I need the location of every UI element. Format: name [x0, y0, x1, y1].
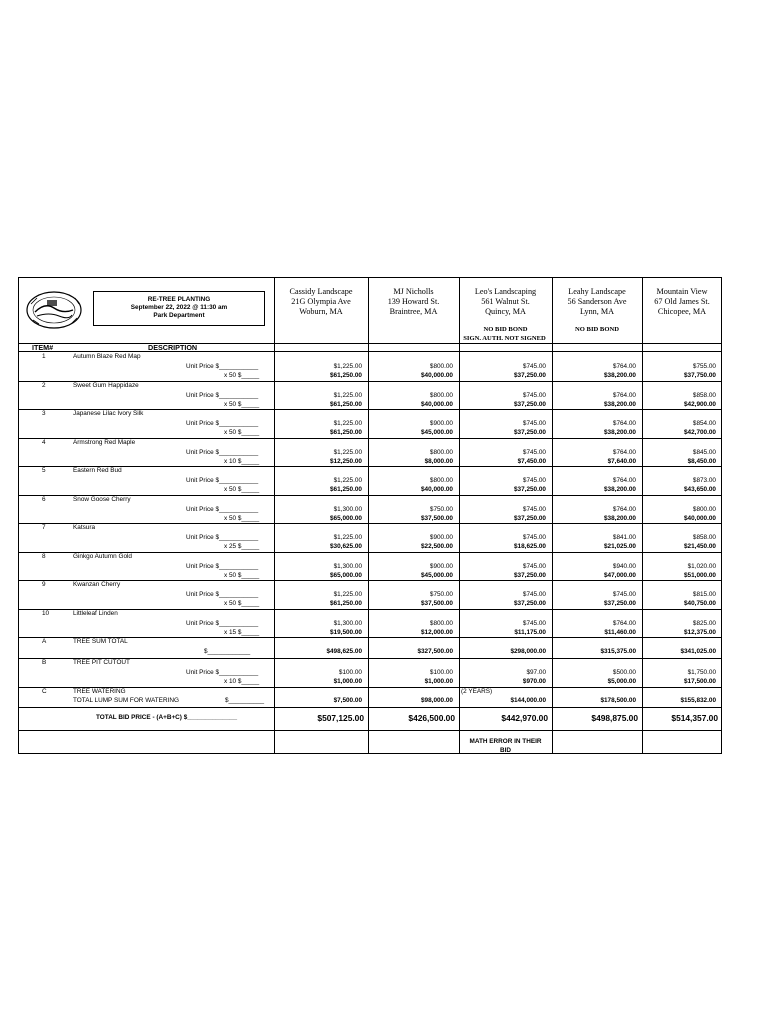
watering-value: $7,500.00	[333, 697, 362, 704]
line-total-value: $1,000.00	[424, 678, 453, 685]
line-total-value: $37,500.00	[421, 600, 453, 607]
unit-price-value: $800.00	[429, 448, 453, 456]
unit-price-label: Unit Price $___________	[186, 448, 259, 456]
line-total-value: $11,460.00	[604, 628, 636, 636]
line-total-value: $12,375.00	[684, 628, 716, 636]
total-bid-value: $442,970.00	[501, 713, 548, 723]
bidder-city: Quincy, MA	[485, 307, 526, 316]
line-total-value: $8,450.00	[687, 457, 716, 465]
bidder-name: Mountain View	[656, 287, 708, 296]
bidder-header	[459, 287, 552, 317]
unit-price-value: $764.00	[612, 420, 636, 427]
item-number: B	[42, 659, 47, 666]
item-description: Katsura	[73, 524, 96, 531]
item-number: 6	[42, 495, 46, 503]
line-total-value: $1,000.00	[333, 678, 362, 685]
line-total-value: $38,200.00	[604, 400, 636, 408]
unit-price-value: $764.00	[612, 619, 636, 627]
item-description: Littleleaf Linden	[73, 609, 118, 617]
quantity-label: x 25 $_____	[224, 543, 260, 550]
unit-price-value: $750.00	[429, 505, 453, 513]
bidder-name: Leahy Landscape	[568, 287, 626, 296]
line-total-value: $18,625.00	[514, 543, 546, 550]
unit-price-value: $845.00	[692, 448, 716, 456]
unit-price-value: $100.00	[338, 669, 362, 676]
unit-price-value: $745.00	[522, 534, 546, 541]
unit-price-value: $1,300.00	[333, 505, 362, 513]
line-total-value: $970.00	[522, 678, 546, 685]
unit-price-value: $745.00	[522, 562, 546, 570]
item-number: A	[42, 638, 47, 645]
line-total-value: $37,250.00	[514, 372, 546, 379]
item-number: 1	[42, 353, 46, 360]
header-divider	[18, 343, 722, 344]
item-description: TREE SUM TOTAL	[73, 638, 128, 645]
item-description: Autumn Blaze Red Map	[73, 353, 141, 360]
item-description: Sweet Gum Happidaze	[73, 381, 139, 389]
unit-price-value: $1,225.00	[333, 391, 362, 399]
unit-price-value: $745.00	[522, 448, 546, 456]
line-total-value: $38,200.00	[604, 372, 636, 379]
bidder-note: NO BID BOND	[575, 326, 619, 333]
unit-price-label: Unit Price $___________	[186, 591, 259, 598]
unit-price-value: $900.00	[429, 562, 453, 570]
bidder-header	[274, 287, 368, 317]
unit-price-value: $745.00	[522, 477, 546, 484]
unit-price-value: $841.00	[612, 534, 636, 541]
bidder-street: 56 Sanderson Ave	[567, 297, 627, 306]
unit-price-value: $858.00	[692, 534, 716, 541]
unit-price-value: $854.00	[692, 420, 716, 427]
line-total-value: $37,250.00	[604, 600, 636, 607]
line-total-value: $42,900.00	[684, 400, 716, 408]
item-number: 7	[42, 524, 46, 531]
unit-price-value: $755.00	[692, 363, 716, 370]
bidder-name: Cassidy Landscape	[289, 287, 353, 296]
city-seal-logo	[25, 290, 83, 330]
unit-price-value: $815.00	[692, 591, 716, 598]
line-total-value: $38,200.00	[604, 514, 636, 522]
item-column-header: ITEM#	[32, 343, 54, 352]
unit-price-value: $764.00	[612, 391, 636, 399]
line-total-value: $12,250.00	[330, 457, 362, 465]
unit-price-value: $764.00	[612, 363, 636, 370]
line-total-value: $51,000.00	[684, 571, 716, 579]
total-bid-label: TOTAL BID PRICE - (A+B+C) $______________	[96, 714, 238, 721]
unit-price-label: Unit Price $___________	[186, 562, 259, 570]
line-total-value: $37,250.00	[514, 400, 546, 408]
sum-total-value: $315,375.00	[600, 648, 636, 655]
line-total-value: $37,750.00	[684, 372, 716, 379]
line-total-value: $19,500.00	[330, 628, 362, 636]
unit-price-value: $745.00	[522, 363, 546, 370]
unit-price-value: $764.00	[612, 505, 636, 513]
sum-total-value: $298,000.00	[510, 648, 546, 655]
department-name: Park Department	[153, 312, 205, 319]
sum-total-value: $327,500.00	[417, 648, 453, 655]
line-total-value: $37,250.00	[514, 514, 546, 522]
line-total-value: $30,625.00	[330, 543, 362, 550]
unit-price-label: Unit Price $___________	[186, 363, 259, 370]
item-number: 4	[42, 438, 46, 446]
line-total-value: $12,000.00	[421, 628, 453, 636]
watering-value: $144,000.00	[510, 697, 546, 704]
line-total-value: $65,000.00	[330, 514, 362, 522]
item-number: 3	[42, 410, 46, 417]
line-total-value: $45,000.00	[421, 429, 453, 436]
unit-price-value: $940.00	[612, 562, 636, 570]
bidder-street: 139 Howard St.	[387, 297, 440, 306]
unit-price-value: $750.00	[429, 591, 453, 598]
unit-price-value: $900.00	[429, 534, 453, 541]
bid-tabulation-sheet	[18, 277, 722, 754]
unit-price-value: $100.00	[429, 669, 453, 676]
line-total-value: $61,250.00	[330, 429, 362, 436]
unit-price-value: $1,225.00	[333, 477, 362, 484]
line-total-value: $61,250.00	[330, 486, 362, 493]
line-total-value: $11,175.00	[514, 628, 546, 636]
item-number: C	[42, 688, 47, 695]
bidder-header	[552, 287, 642, 317]
unit-price-value: $800.00	[429, 477, 453, 484]
item-description: TREE WATERING	[73, 688, 126, 695]
bidder-city: Chicopee, MA	[657, 307, 707, 316]
bidder-city: Lynn, MA	[579, 307, 615, 316]
unit-price-value: $1,750.00	[687, 669, 716, 676]
item-description: Japanese Lilac Ivory Silk	[73, 410, 144, 417]
quantity-label: x 10 $_____	[224, 457, 260, 465]
unit-price-label: Unit Price $___________	[186, 505, 259, 513]
line-total-value: $42,700.00	[684, 429, 716, 436]
line-total-value: $40,750.00	[684, 600, 716, 607]
unit-price-value: $800.00	[429, 391, 453, 399]
line-total-value: $45,000.00	[421, 571, 453, 579]
line-total-value: $40,000.00	[684, 514, 716, 522]
total-bid-value: $498,875.00	[591, 713, 638, 723]
item-number: 10	[42, 609, 50, 617]
item-description: Eastern Red Bud	[73, 467, 122, 474]
unit-price-value: $745.00	[522, 619, 546, 627]
unit-price-value: $1,225.00	[333, 363, 362, 370]
math-error-note: MATH ERROR IN THEIR	[469, 738, 542, 745]
unit-price-value: $745.00	[522, 505, 546, 513]
line-total-value: $5,000.00	[607, 678, 636, 685]
item-description: Armstrong Red Maple	[73, 438, 136, 446]
bidder-street: 67 Old James St.	[654, 297, 710, 306]
bid-date: September 22, 2022 @ 11:30 am	[130, 304, 228, 311]
item-description-2: TOTAL LUMP SUM FOR WATERING	[73, 697, 179, 704]
line-total-value: $8,000.00	[424, 457, 453, 465]
item-row-divider	[18, 609, 722, 610]
quantity-label: x 50 $_____	[224, 400, 260, 408]
item-number: 2	[42, 381, 46, 389]
line-total-value: $65,000.00	[330, 571, 362, 579]
bidder-name: MJ Nicholls	[393, 287, 434, 296]
quantity-label: x 50 $_____	[224, 600, 260, 607]
unit-price-value: $1,020.00	[687, 562, 716, 570]
document-title: RE-TREE PLANTING	[147, 296, 211, 303]
unit-price-value: $800.00	[429, 363, 453, 370]
watering-value: $178,500.00	[600, 697, 636, 704]
sum-total-value: $498,625.00	[326, 648, 362, 655]
unit-price-value: $900.00	[429, 420, 453, 427]
total-bid-value: $426,500.00	[408, 713, 455, 723]
item-description: Snow Goose Cherry	[73, 495, 131, 503]
bidder-note: NO BID BOND	[483, 326, 528, 333]
line-total-value: $37,250.00	[514, 571, 546, 579]
math-error-note-2: BID	[499, 747, 511, 754]
line-total-value: $61,250.00	[330, 372, 362, 379]
watering-note: (2 YEARS)	[461, 688, 493, 695]
unit-price-label: Unit Price $___________	[186, 669, 259, 676]
unit-price-value: $873.00	[692, 477, 716, 484]
line-total-value: $43,650.00	[684, 486, 716, 493]
line-total-value: $17,500.00	[684, 678, 716, 685]
line-total-value: $37,500.00	[421, 514, 453, 522]
description-column-header: DESCRIPTION	[148, 343, 198, 352]
item-number: 8	[42, 552, 46, 560]
watering-value: $155,832.00	[680, 697, 716, 704]
bidder-street: 21G Olympia Ave	[291, 297, 351, 306]
unit-price-label: Unit Price $___________	[186, 477, 259, 484]
line-total-value: $7,450.00	[517, 457, 546, 465]
unit-price-value: $745.00	[522, 591, 546, 598]
quantity-label: x 50 $_____	[224, 429, 260, 436]
unit-price-value: $745.00	[612, 591, 636, 598]
watering-value: $98,000.00	[421, 697, 453, 704]
quantity-label: x 10 $_____	[224, 678, 260, 685]
unit-price-value: $1,300.00	[333, 619, 362, 627]
unit-price-value: $1,300.00	[333, 562, 362, 570]
unit-price-value: $1,225.00	[333, 448, 362, 456]
line-total-value: $61,250.00	[330, 600, 362, 607]
unit-price-value: $500.00	[612, 669, 636, 676]
bidder-city: Woburn, MA	[299, 307, 343, 316]
watering-label: $__________	[225, 697, 265, 704]
unit-price-value: $764.00	[612, 448, 636, 456]
unit-price-label: Unit Price $___________	[186, 420, 259, 427]
line-total-value: $38,200.00	[604, 429, 636, 436]
unit-price-value: $745.00	[522, 420, 546, 427]
item-row-divider	[18, 466, 722, 467]
row-divider	[18, 730, 722, 731]
item-description: Kwanzan Cherry	[73, 581, 121, 588]
unit-price-value: $1,225.00	[333, 420, 362, 427]
item-row-divider	[18, 523, 722, 524]
total-bid-value: $507,125.00	[317, 713, 364, 723]
unit-price-value: $825.00	[692, 619, 716, 627]
line-total-value: $40,000.00	[421, 486, 453, 493]
line-total-value: $61,250.00	[330, 400, 362, 408]
bidder-name: Leo's Landscaping	[474, 287, 537, 296]
unit-price-value: $1,225.00	[333, 534, 362, 541]
line-total-value: $40,000.00	[421, 372, 453, 379]
unit-price-value: $800.00	[692, 505, 716, 513]
unit-price-value: $764.00	[612, 477, 636, 484]
item-description: Ginkgo Autumn Gold	[73, 552, 132, 560]
quantity-label: x 50 $_____	[224, 486, 260, 493]
quantity-label: x 50 $_____	[224, 571, 260, 579]
total-bid-value: $514,357.00	[671, 713, 718, 723]
bidder-street: 561 Walnut St.	[481, 297, 530, 306]
line-total-value: $22,500.00	[421, 543, 453, 550]
item-description: TREE PIT CUTOUT	[73, 659, 130, 666]
subheader-divider	[18, 351, 722, 352]
line-total-value: $21,025.00	[604, 543, 636, 550]
row-divider	[18, 707, 722, 708]
line-total-value: $47,000.00	[604, 571, 636, 579]
unit-price-label: Unit Price $___________	[186, 619, 259, 627]
item-row-divider	[18, 580, 722, 581]
line-total-value: $7,640.00	[607, 457, 636, 465]
unit-price-value: $800.00	[429, 619, 453, 627]
line-total-value: $37,250.00	[514, 429, 546, 436]
unit-price-value: $1,225.00	[333, 591, 362, 598]
unit-price-label: Unit Price $___________	[186, 534, 259, 541]
quantity-label: x 50 $_____	[224, 372, 260, 379]
sum-total-value: $341,025.00	[680, 648, 716, 655]
unit-price-value: $745.00	[522, 391, 546, 399]
bidder-city: Braintree, MA	[389, 307, 438, 316]
quantity-label: x 50 $_____	[224, 514, 260, 522]
line-total-value: $38,200.00	[604, 486, 636, 493]
bidder-header	[642, 287, 722, 317]
bidder-header	[368, 287, 459, 317]
line-total-value: $40,000.00	[421, 400, 453, 408]
unit-price-value: $97.00	[526, 669, 546, 676]
quantity-label: x 15 $_____	[224, 628, 260, 636]
line-total-value: $37,250.00	[514, 600, 546, 607]
item-number: 5	[42, 467, 46, 474]
title-box	[93, 291, 265, 326]
bidder-note-2: SIGN. AUTH. NOT SIGNED	[463, 335, 546, 342]
line-total-value: $37,250.00	[514, 486, 546, 493]
line-total-value: $21,450.00	[684, 543, 716, 550]
lump-sum-label: $____________	[204, 648, 251, 655]
unit-price-label: Unit Price $___________	[186, 391, 259, 399]
item-number: 9	[42, 581, 46, 588]
unit-price-value: $858.00	[692, 391, 716, 399]
